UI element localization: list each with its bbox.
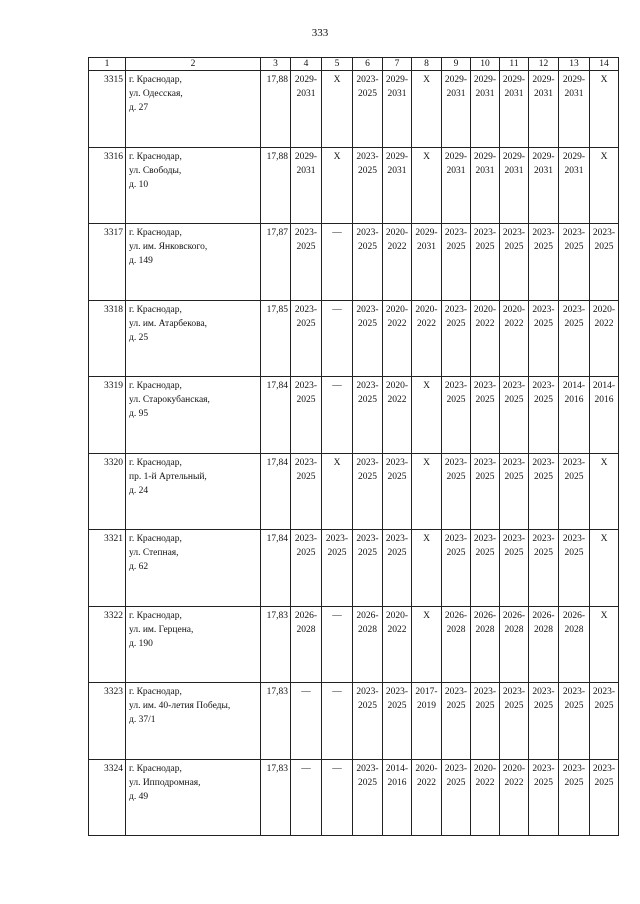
period-cell: 2029- 2031	[291, 147, 322, 224]
period-cell: 2023- 2025	[529, 453, 559, 530]
period-cell: Х	[322, 71, 353, 148]
period-cell: 2023- 2025	[529, 683, 559, 760]
period-cell: 2023- 2025	[353, 453, 383, 530]
column-header-3: 3	[261, 58, 291, 71]
register-table	[88, 57, 619, 836]
column-header-1: 1	[89, 58, 126, 71]
value-cell: 17,87	[261, 224, 291, 301]
column-header-12: 12	[529, 58, 559, 71]
period-cell: 2023- 2025	[559, 759, 590, 836]
period-cell: 2026- 2028	[291, 606, 322, 683]
period-cell: —	[291, 759, 322, 836]
period-cell: 2020- 2022	[500, 759, 529, 836]
period-cell: 2023- 2025	[471, 683, 500, 760]
table-row	[89, 300, 619, 377]
period-cell: 2020- 2022	[412, 300, 442, 377]
period-cell: 2026- 2028	[442, 606, 471, 683]
period-cell: 2023- 2025	[291, 300, 322, 377]
address-line: пр. 1-й Артельный,	[129, 471, 207, 482]
value-cell: 17,85	[261, 300, 291, 377]
address-line: ул. им. Герцена,	[129, 624, 194, 635]
period-cell: 2023- 2025	[383, 530, 412, 607]
row-number: 3319	[89, 377, 126, 454]
period-cell: 2023- 2025	[559, 224, 590, 301]
period-cell: 2026- 2028	[353, 606, 383, 683]
period-cell: 2029- 2031	[529, 71, 559, 148]
table-row	[89, 683, 619, 760]
period-cell: 2020- 2022	[500, 300, 529, 377]
period-cell: Х	[590, 530, 619, 607]
row-number: 3316	[89, 147, 126, 224]
period-cell: 2023- 2025	[442, 224, 471, 301]
period-cell: 2023- 2025	[322, 530, 353, 607]
address-line: д. 37/1	[129, 715, 156, 725]
period-cell: 2020- 2022	[383, 300, 412, 377]
column-header-7: 7	[383, 58, 412, 71]
table-row	[89, 71, 619, 148]
period-cell: 2023- 2025	[500, 377, 529, 454]
period-cell: Х	[590, 71, 619, 148]
period-cell: 2023- 2025	[442, 759, 471, 836]
address-line: г. Краснодар,	[129, 763, 182, 774]
period-cell: 2020- 2022	[471, 759, 500, 836]
column-header-4: 4	[291, 58, 322, 71]
period-cell: 2023- 2025	[442, 453, 471, 530]
period-cell: 2023- 2025	[353, 147, 383, 224]
period-cell: 2023- 2025	[471, 453, 500, 530]
period-cell: 2023- 2025	[383, 683, 412, 760]
period-cell: —	[322, 377, 353, 454]
row-number: 3317	[89, 224, 126, 301]
value-cell: 17,88	[261, 147, 291, 224]
period-cell: 2023- 2025	[383, 453, 412, 530]
row-number: 3318	[89, 300, 126, 377]
period-cell: Х	[412, 453, 442, 530]
column-header-11: 11	[500, 58, 529, 71]
address-line: ул. Старокубанская,	[129, 395, 210, 405]
period-cell: Х	[412, 530, 442, 607]
period-cell: 2029- 2031	[291, 71, 322, 148]
period-cell: 2023- 2025	[590, 683, 619, 760]
address-cell	[126, 683, 261, 760]
period-cell: 2029- 2031	[559, 71, 590, 148]
value-cell: 17,83	[261, 606, 291, 683]
address-line: д. 49	[129, 791, 149, 802]
period-cell: —	[291, 683, 322, 760]
address-line: ул. Одесская,	[129, 89, 183, 99]
column-header-8: 8	[412, 58, 442, 71]
period-cell: 2026- 2028	[529, 606, 559, 683]
row-number: 3324	[89, 759, 126, 836]
period-cell: 2023- 2025	[500, 683, 529, 760]
address-line: д. 190	[129, 638, 153, 649]
value-cell: 17,84	[261, 377, 291, 454]
table-row	[89, 147, 619, 224]
period-cell: Х	[412, 71, 442, 148]
column-header-14: 14	[590, 58, 619, 71]
address-cell	[126, 453, 261, 530]
table-row	[89, 224, 619, 301]
column-header-6: 6	[353, 58, 383, 71]
period-cell: 2029- 2031	[559, 147, 590, 224]
period-cell: 2023- 2025	[529, 300, 559, 377]
address-cell	[126, 300, 261, 377]
period-cell: 2023- 2025	[559, 530, 590, 607]
period-cell: 2023- 2025	[471, 224, 500, 301]
period-cell: Х	[412, 147, 442, 224]
address-line: г. Краснодар,	[129, 75, 182, 85]
address-line: ул. им. Янковского,	[129, 242, 208, 252]
column-header-13: 13	[559, 58, 590, 71]
column-header-10: 10	[471, 58, 500, 71]
column-header-9: 9	[442, 58, 471, 71]
period-cell: 2023- 2025	[559, 683, 590, 760]
period-cell: 2023- 2025	[529, 530, 559, 607]
period-cell: 2023- 2025	[559, 453, 590, 530]
period-cell: 2023- 2025	[442, 683, 471, 760]
period-cell: 2020- 2022	[412, 759, 442, 836]
address-line: д. 27	[129, 103, 149, 113]
table-row	[89, 453, 619, 530]
period-cell: 2029- 2031	[471, 147, 500, 224]
period-cell: 2023- 2025	[529, 377, 559, 454]
period-cell: 2017- 2019	[412, 683, 442, 760]
period-cell: 2014- 2016	[559, 377, 590, 454]
period-cell: 2023- 2025	[529, 759, 559, 836]
address-line: д. 149	[129, 256, 153, 266]
period-cell: 2020- 2022	[383, 377, 412, 454]
period-cell: 2020- 2022	[383, 224, 412, 301]
address-line: ул. Степная,	[129, 548, 179, 558]
address-line: г. Краснодар,	[129, 381, 182, 391]
address-line: ул. им. 40-летия Победы,	[129, 701, 231, 711]
period-cell: 2023- 2025	[353, 683, 383, 760]
period-cell: Х	[322, 147, 353, 224]
period-cell: Х	[590, 453, 619, 530]
period-cell: 2023- 2025	[442, 530, 471, 607]
table-row	[89, 606, 619, 683]
period-cell: 2023- 2025	[353, 377, 383, 454]
period-cell: 2023- 2025	[590, 759, 619, 836]
value-cell: 17,88	[261, 71, 291, 148]
period-cell: Х	[412, 377, 442, 454]
address-line: ул. им. Атарбекова,	[129, 318, 208, 329]
value-cell: 17,84	[261, 453, 291, 530]
period-cell: 2026- 2028	[559, 606, 590, 683]
period-cell: 2023- 2025	[471, 530, 500, 607]
address-cell	[126, 377, 261, 454]
period-cell: 2023- 2025	[291, 453, 322, 530]
period-cell: —	[322, 606, 353, 683]
period-cell: Х	[590, 147, 619, 224]
period-cell: —	[322, 300, 353, 377]
address-line: г. Краснодар,	[129, 610, 182, 621]
period-cell: Х	[322, 453, 353, 530]
period-cell: —	[322, 683, 353, 760]
period-cell: 2023- 2025	[291, 224, 322, 301]
address-line: г. Краснодар,	[129, 228, 182, 238]
period-cell: 2023- 2025	[590, 224, 619, 301]
period-cell: 2023- 2025	[353, 300, 383, 377]
table-row	[89, 377, 619, 454]
period-cell: 2023- 2025	[442, 377, 471, 454]
address-line: д. 10	[129, 179, 149, 190]
period-cell: 2023- 2025	[500, 453, 529, 530]
address-line: г. Краснодар,	[129, 687, 182, 697]
address-cell	[126, 224, 261, 301]
value-cell: 17,84	[261, 530, 291, 607]
period-cell: 2023- 2025	[471, 377, 500, 454]
address-line: д. 62	[129, 562, 149, 572]
address-line: д. 24	[129, 485, 149, 496]
period-cell: 2020- 2022	[471, 300, 500, 377]
row-number: 3323	[89, 683, 126, 760]
page-number: 333	[311, 27, 329, 39]
period-cell: 2029- 2031	[383, 147, 412, 224]
address-cell	[126, 530, 261, 607]
column-header-5: 5	[322, 58, 353, 71]
column-header-2: 2	[126, 58, 261, 71]
period-cell: 2023- 2025	[559, 300, 590, 377]
period-cell: 2029- 2031	[442, 147, 471, 224]
row-number: 3321	[89, 530, 126, 607]
address-cell	[126, 606, 261, 683]
period-cell: 2023- 2025	[500, 530, 529, 607]
row-number: 3320	[89, 453, 126, 530]
period-cell: Х	[412, 606, 442, 683]
row-number: 3322	[89, 606, 126, 683]
address-line: г. Краснодар,	[129, 457, 182, 468]
period-cell: 2020- 2022	[590, 300, 619, 377]
period-cell: 2023- 2025	[353, 530, 383, 607]
value-cell: 17,83	[261, 759, 291, 836]
address-line: ул. Свободы,	[129, 165, 182, 176]
period-cell: 2023- 2025	[353, 71, 383, 148]
address-line: д. 95	[129, 409, 149, 419]
table-row	[89, 759, 619, 836]
period-cell: 2014- 2016	[383, 759, 412, 836]
address-line: ул. Ипподромная,	[129, 777, 201, 788]
period-cell: 2029- 2031	[500, 147, 529, 224]
value-cell: 17,83	[261, 683, 291, 760]
address-line: г. Краснодар,	[129, 151, 182, 162]
address-cell	[126, 147, 261, 224]
period-cell: 2029- 2031	[383, 71, 412, 148]
period-cell: 2023- 2025	[529, 224, 559, 301]
period-cell: Х	[590, 606, 619, 683]
period-cell: 2023- 2025	[353, 759, 383, 836]
period-cell: 2020- 2022	[383, 606, 412, 683]
row-number: 3315	[89, 71, 126, 148]
address-cell	[126, 759, 261, 836]
period-cell: 2029- 2031	[471, 71, 500, 148]
period-cell: 2026- 2028	[471, 606, 500, 683]
period-cell: 2023- 2025	[291, 530, 322, 607]
period-cell: —	[322, 224, 353, 301]
address-line: д. 25	[129, 332, 149, 343]
table-row	[89, 530, 619, 607]
period-cell: —	[322, 759, 353, 836]
period-cell: 2029- 2031	[529, 147, 559, 224]
address-line: г. Краснодар,	[129, 304, 182, 315]
period-cell: 2029- 2031	[442, 71, 471, 148]
period-cell: 2023- 2025	[353, 224, 383, 301]
address-cell	[126, 71, 261, 148]
period-cell: 2023- 2025	[500, 224, 529, 301]
table-header-row	[89, 58, 619, 71]
period-cell: 2023- 2025	[291, 377, 322, 454]
period-cell: 2023- 2025	[442, 300, 471, 377]
period-cell: 2029- 2031	[412, 224, 442, 301]
period-cell: 2026- 2028	[500, 606, 529, 683]
period-cell: 2014- 2016	[590, 377, 619, 454]
address-line: г. Краснодар,	[129, 534, 182, 544]
period-cell: 2029- 2031	[500, 71, 529, 148]
